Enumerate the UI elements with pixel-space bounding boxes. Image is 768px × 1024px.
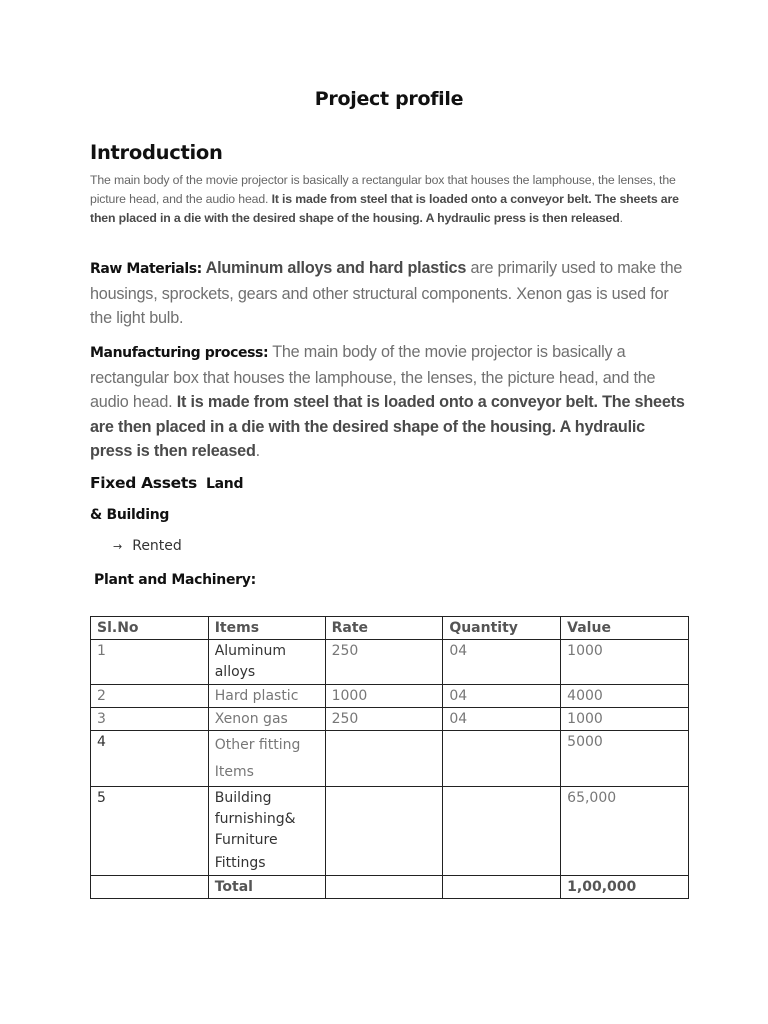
building-label: & Building [90,507,170,523]
cell-item: Aluminum alloys [208,640,325,685]
rented-item [113,538,182,554]
intro-text: The main body of the movie projector is basically a rectangular box that houses the lamphouse, the lenses, the picture head, and the audio head. [90,173,676,206]
cell-item-line: furnishing& [214,811,296,827]
intro-end: . [619,211,623,225]
land-label: Land [206,476,244,492]
manufacturing-end: . [255,442,260,460]
intro-bold-text: It is made from steel that is loaded onto a conveyor belt. The sheets are then placed in a die with the desired shape of the housing. A hydraulic press is then released [90,192,679,225]
table-total-row [91,876,689,899]
cell-rate: 250 [325,708,443,731]
table-row [91,708,689,731]
manufacturing-text: The main body of the movie projector is basically a rectangular box that houses the lamphouse, the lenses, the picture head, and the audio head. [90,343,656,411]
cell-rate [325,731,443,787]
raw-materials-bold: Aluminum alloys and hard plastics [201,259,467,277]
cell-value: 65,000 [561,787,689,876]
plant-machinery-table [90,616,689,899]
fixed-assets-label: Fixed Assets [90,474,197,492]
cell-qty [443,876,561,899]
cell-slno: 1 [91,640,209,685]
rented-text: Rented [132,538,182,554]
cell-rate [325,787,443,876]
cell-value: 1000 [561,640,689,685]
cell-item-line: Fittings [214,855,266,871]
cell-slno: 5 [91,787,209,876]
cell-slno: 2 [91,685,209,708]
cell-rate: 250 [325,640,443,685]
header-rate: Rate [325,617,443,640]
cell-qty: 04 [443,640,561,685]
header-items: Items [208,617,325,640]
cell-qty: 04 [443,685,561,708]
cell-rate: 1000 [325,685,443,708]
cell-value: 4000 [561,685,689,708]
cell-value: 5000 [561,731,689,787]
cell-value: 1000 [561,708,689,731]
cell-slno: 4 [91,731,209,787]
page-title: Project profile [314,88,464,110]
cell-item [208,731,325,787]
cell-slno [91,876,209,899]
cell-qty: 04 [443,708,561,731]
manufacturing-bold: It is made from steel that is loaded onto a conveyor belt. The sheets are then placed in a die with the desired shape of the housing. A hydraulic press is then released [90,393,685,460]
cell-item-line: Building [214,790,272,806]
table-header-row [91,617,689,640]
cell-item-line: Other fitting [214,737,301,753]
total-value: 1,00,000 [561,876,689,899]
raw-materials-text: are primarily used to make the housings, sprockets, gears and other structural components. Xenon gas is used for the light bulb. [90,259,683,327]
manufacturing-label: Manufacturing process: [90,345,269,361]
table-row [91,685,689,708]
arrow-right-icon: → [113,540,123,553]
table-row [91,640,689,685]
introduction-heading: Introduction [90,141,223,164]
raw-materials-paragraph [90,256,690,331]
table-row [91,731,689,787]
header-quantity: Quantity [443,617,561,640]
cell-item [208,787,325,876]
cell-item: Hard plastic [208,685,325,708]
cell-rate [325,876,443,899]
manufacturing-paragraph [90,340,690,464]
introduction-paragraph [90,171,685,228]
header-value: Value [561,617,689,640]
header-slno: Sl.No [91,617,209,640]
total-label: Total [208,876,325,899]
plant-machinery-heading: Plant and Machinery: [94,572,256,588]
cell-qty [443,787,561,876]
cell-item-line: Items [214,764,254,780]
cell-item: Xenon gas [208,708,325,731]
cell-slno: 3 [91,708,209,731]
fixed-assets-heading [90,474,243,492]
table-row [91,787,689,876]
cell-item-line: Furniture [214,832,278,848]
raw-materials-label: Raw Materials: [90,261,202,277]
cell-qty [443,731,561,787]
